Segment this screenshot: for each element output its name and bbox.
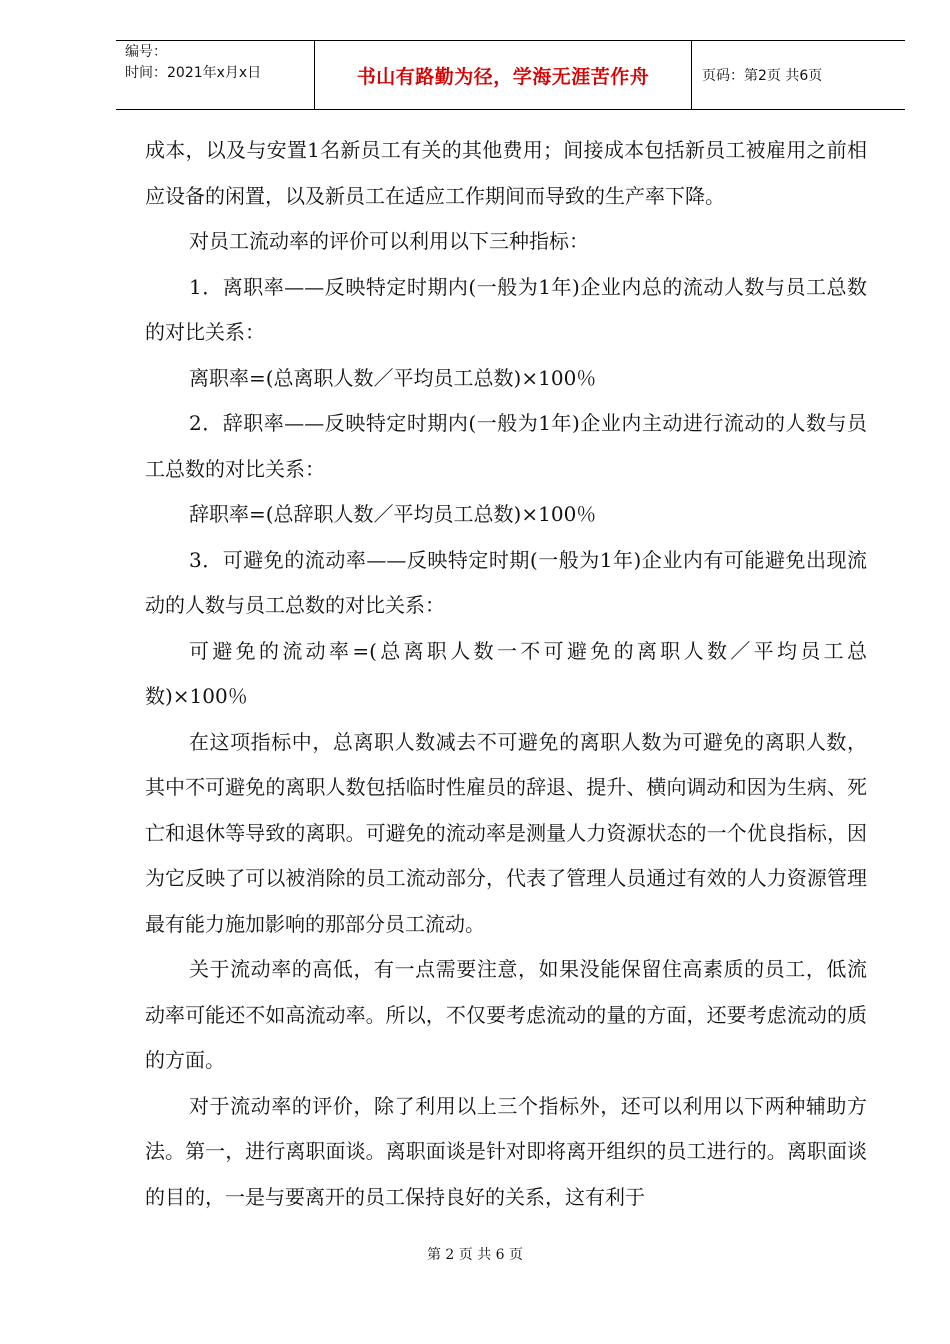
body-paragraph: 2．辞职率——反映特定时期内(一般为1年)企业内主动进行流动的人数与员工总数的对比关系：	[145, 411, 867, 481]
body-paragraph: 成本，以及与安置1名新员工有关的其他费用；间接成本包括新员工被雇用之前相应设备的闲置，以及新员工在适应工作期间而导致的生产率下降。	[145, 138, 867, 208]
header-motto-cell	[315, 41, 692, 109]
footer-page-number: 第 2 页 共 6 页	[426, 1247, 524, 1263]
formula-paragraph: 辞职率=(总辞职人数／平均员工总数)×100％	[189, 502, 597, 526]
body-paragraph: 对于流动率的评价，除了利用以上三个指标外，还可以利用以下两种辅助方法。第一，进行离职面谈。离职面谈是针对即将离开组织的员工进行的。离职面谈的目的，一是与要离开的员工保持良好的关系，这有利于	[145, 1093, 867, 1209]
body-paragraph: 对员工流动率的评价可以利用以下三种指标：	[189, 229, 589, 253]
body-paragraph: 在这项指标中，总离职人数减去不可避免的离职人数为可避免的离职人数，其中不可避免的离职人数包括临时性雇员的辞退、提升、横向调动和因为生病、死亡和退休等导致的离职。可避免的流动率是测量人力资源状态的一个优良指标，因为它反映了可以被消除的员工流动部分，代表了管理人员通过有效的人力资源管理最有能力施加影响的那部分员工流动。	[145, 729, 867, 936]
header-page-cell	[692, 41, 905, 109]
header-motto: 书山有路勤为径，学海无涯苦作舟	[356, 65, 650, 88]
header-meta	[116, 41, 315, 109]
body-paragraph: 关于流动率的高低，有一点需要注意，如果没能保留住高素质的员工，低流动率可能还不如高流动率。所以，不仅要考虑流动的量的方面，还要考虑流动的质的方面。	[145, 957, 867, 1072]
header-page-number: 页码：第2页 共6页	[702, 68, 823, 84]
page-footer	[0, 1244, 950, 1264]
page-header	[116, 40, 905, 110]
document-time-label: 时间：2021年x月x日	[125, 65, 262, 81]
body-paragraph: 1．离职率——反映特定时期内(一般为1年)企业内总的流动人数与员工总数的对比关系：	[145, 274, 867, 344]
document-body	[145, 128, 867, 1220]
document-number-label: 编号：	[125, 44, 167, 60]
formula-paragraph: 离职率=(总离职人数／平均员工总数)×100％	[189, 365, 597, 390]
body-paragraph: 3．可避免的流动率——反映特定时期(一般为1年)企业内有可能避免出现流动的人数与员工总数的对比关系：	[145, 547, 867, 617]
formula-paragraph: 可避免的流动率=(总离职人数一不可避免的离职人数／平均员工总数)×100％	[145, 638, 867, 708]
